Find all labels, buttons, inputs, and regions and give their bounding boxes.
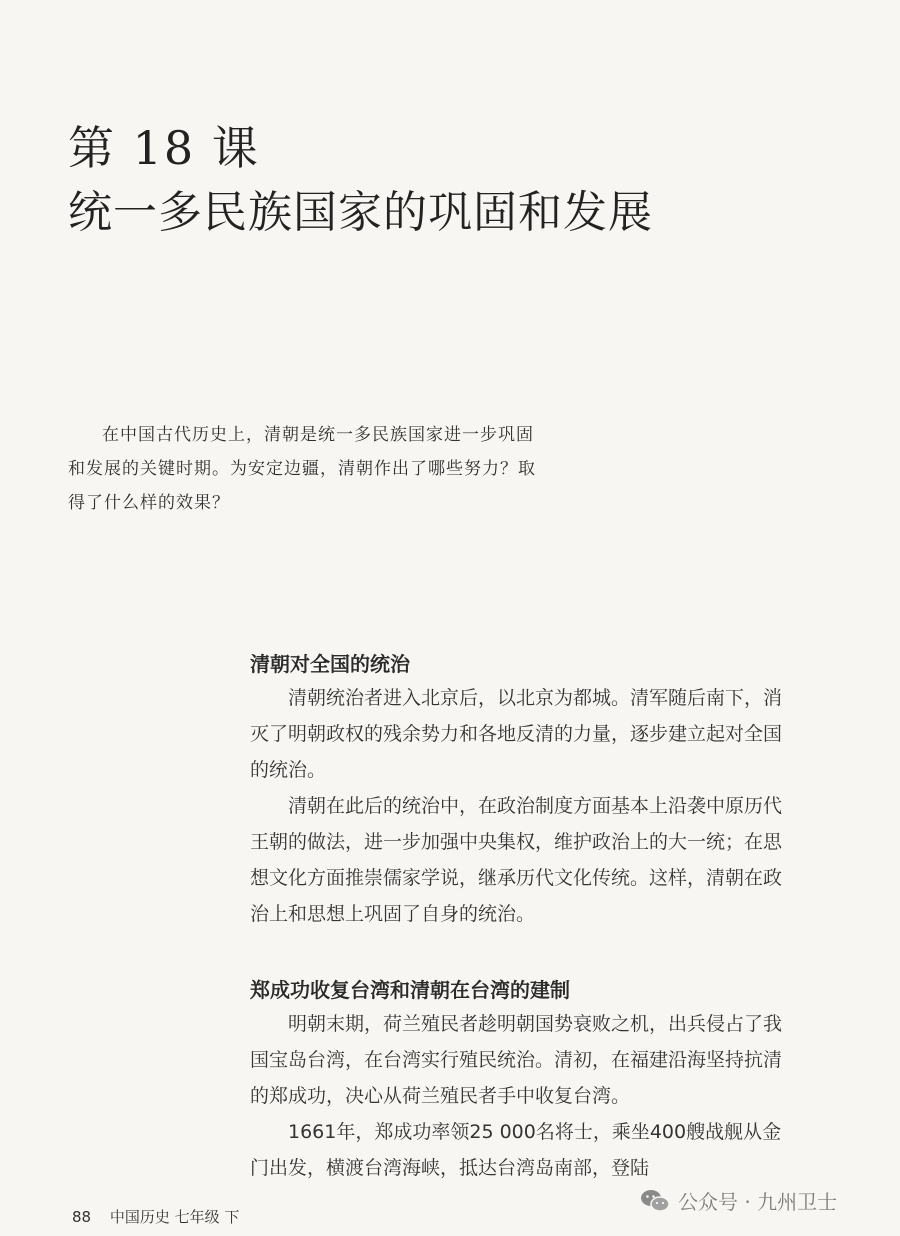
- paragraph: 明朝末期，荷兰殖民者趁明朝国势衰败之机，出兵侵占了我国宝岛台湾，在台湾实行殖民统治。清初，在福建沿海坚持抗清的郑成功，决心从荷兰殖民者手中收复台湾。: [250, 1013, 783, 1107]
- lesson-title: 统一多民族国家的巩固和发展: [68, 187, 653, 238]
- paragraph: 清朝在此后的统治中，在政治制度方面基本上沿袭中原历代王朝的做法，进一步加强中央集权，维护政治上的大一统；在思想文化方面推崇儒家学说，继承历代文化传统。这样，清朝在政治上和思想上巩固了自身的统治。: [250, 795, 783, 925]
- wechat-icon: [640, 1188, 670, 1214]
- intro-paragraph: 在中国古代历史上，清朝是统一多民族国家进一步巩固和发展的关键时期。为安定边疆，清朝作出了哪些努力？取得了什么样的效果？: [68, 425, 536, 513]
- section-heading-taiwan: 郑成功收复台湾和清朝在台湾的建制: [250, 978, 570, 1002]
- watermark: [640, 1186, 837, 1215]
- book-title: 中国历史 七年级 下: [109, 1208, 240, 1226]
- watermark-text: 公众号 · 九州卫士: [678, 1190, 838, 1214]
- lesson-number: 第 18 课: [68, 121, 260, 175]
- paragraph: 清朝统治者进入北京后，以北京为都城。清军随后南下，消灭了明朝政权的残余势力和各地反清的力量，逐步建立起对全国的统治。: [250, 687, 783, 781]
- paragraph: 1661年，郑成功率领25 000名将士，乘坐400艘战舰从金门出发，横渡台湾海峡，抵达台湾岛南部，登陆: [250, 1121, 782, 1179]
- section-heading-qing-rule: 清朝对全国的统治: [250, 652, 410, 676]
- page-number: 88: [72, 1208, 92, 1226]
- page-footer: [72, 1206, 239, 1227]
